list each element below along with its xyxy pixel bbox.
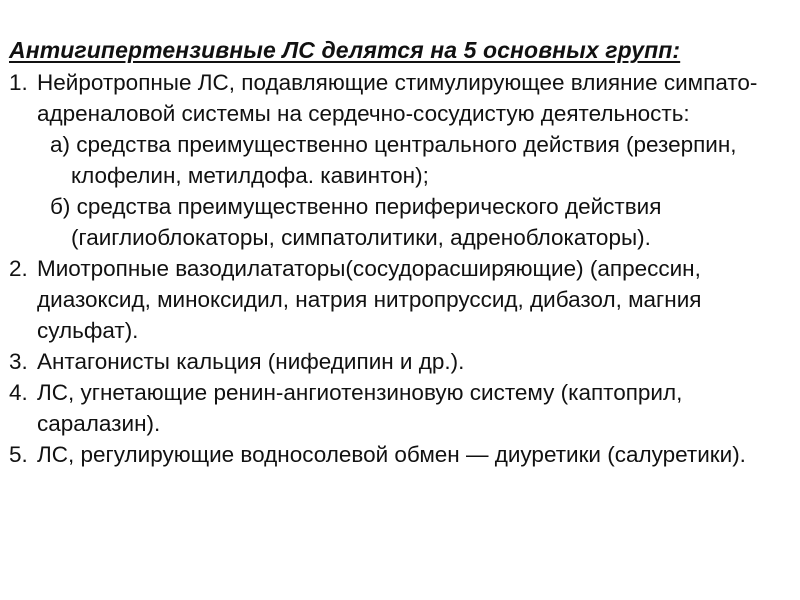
- groups-list: [9, 67, 790, 470]
- item-number: 2.: [9, 256, 28, 281]
- item-text: ЛС, регулирующие водносолевой обмен — диуретики (салуретики).: [37, 442, 746, 467]
- item-text: Миотропные вазодилататоры(сосудорасширяющие) (апрессин, диазоксид, миноксидил, натрия нитропруссид, дибазол, магния сульфат).: [37, 256, 702, 343]
- list-item-2: [9, 253, 790, 346]
- subitem-letter: а): [50, 132, 71, 157]
- subitem-letter: б): [50, 194, 71, 219]
- item-text: Антагонисты кальция (нифедипин и др.).: [37, 349, 465, 374]
- item-number: 4.: [9, 380, 28, 405]
- sublist: [37, 129, 790, 253]
- list-item-1: [9, 67, 790, 253]
- item-text: Нейротропные ЛС, подавляющие стимулирующее влияние симпато-адреналовой системы на сердечно-сосудистую деятельность:: [37, 70, 758, 126]
- subitem-text: средства преимущественно периферического действия (гаиглиоблокаторы, симпатолитики, адреноблокаторы).: [70, 194, 662, 250]
- slide-title: Антигипертензивные ЛС делятся на 5 основных групп:: [9, 37, 681, 63]
- item-text: ЛС, угнетающие ренин-ангиотензиновую систему (каптоприл, саралазин).: [37, 380, 683, 436]
- item-number: 1.: [9, 70, 28, 95]
- subitem-text: средства преимущественно центрального действия (резерпин, клофелин, метилдофа. кавинтон);: [70, 132, 737, 188]
- item-number: 3.: [9, 349, 28, 374]
- list-item-4: [9, 377, 790, 439]
- list-item-5: [9, 439, 790, 470]
- list-item-3: [9, 346, 790, 377]
- subitem-b: [37, 191, 790, 253]
- item-number: 5.: [9, 442, 28, 467]
- subitem-a: [37, 129, 790, 191]
